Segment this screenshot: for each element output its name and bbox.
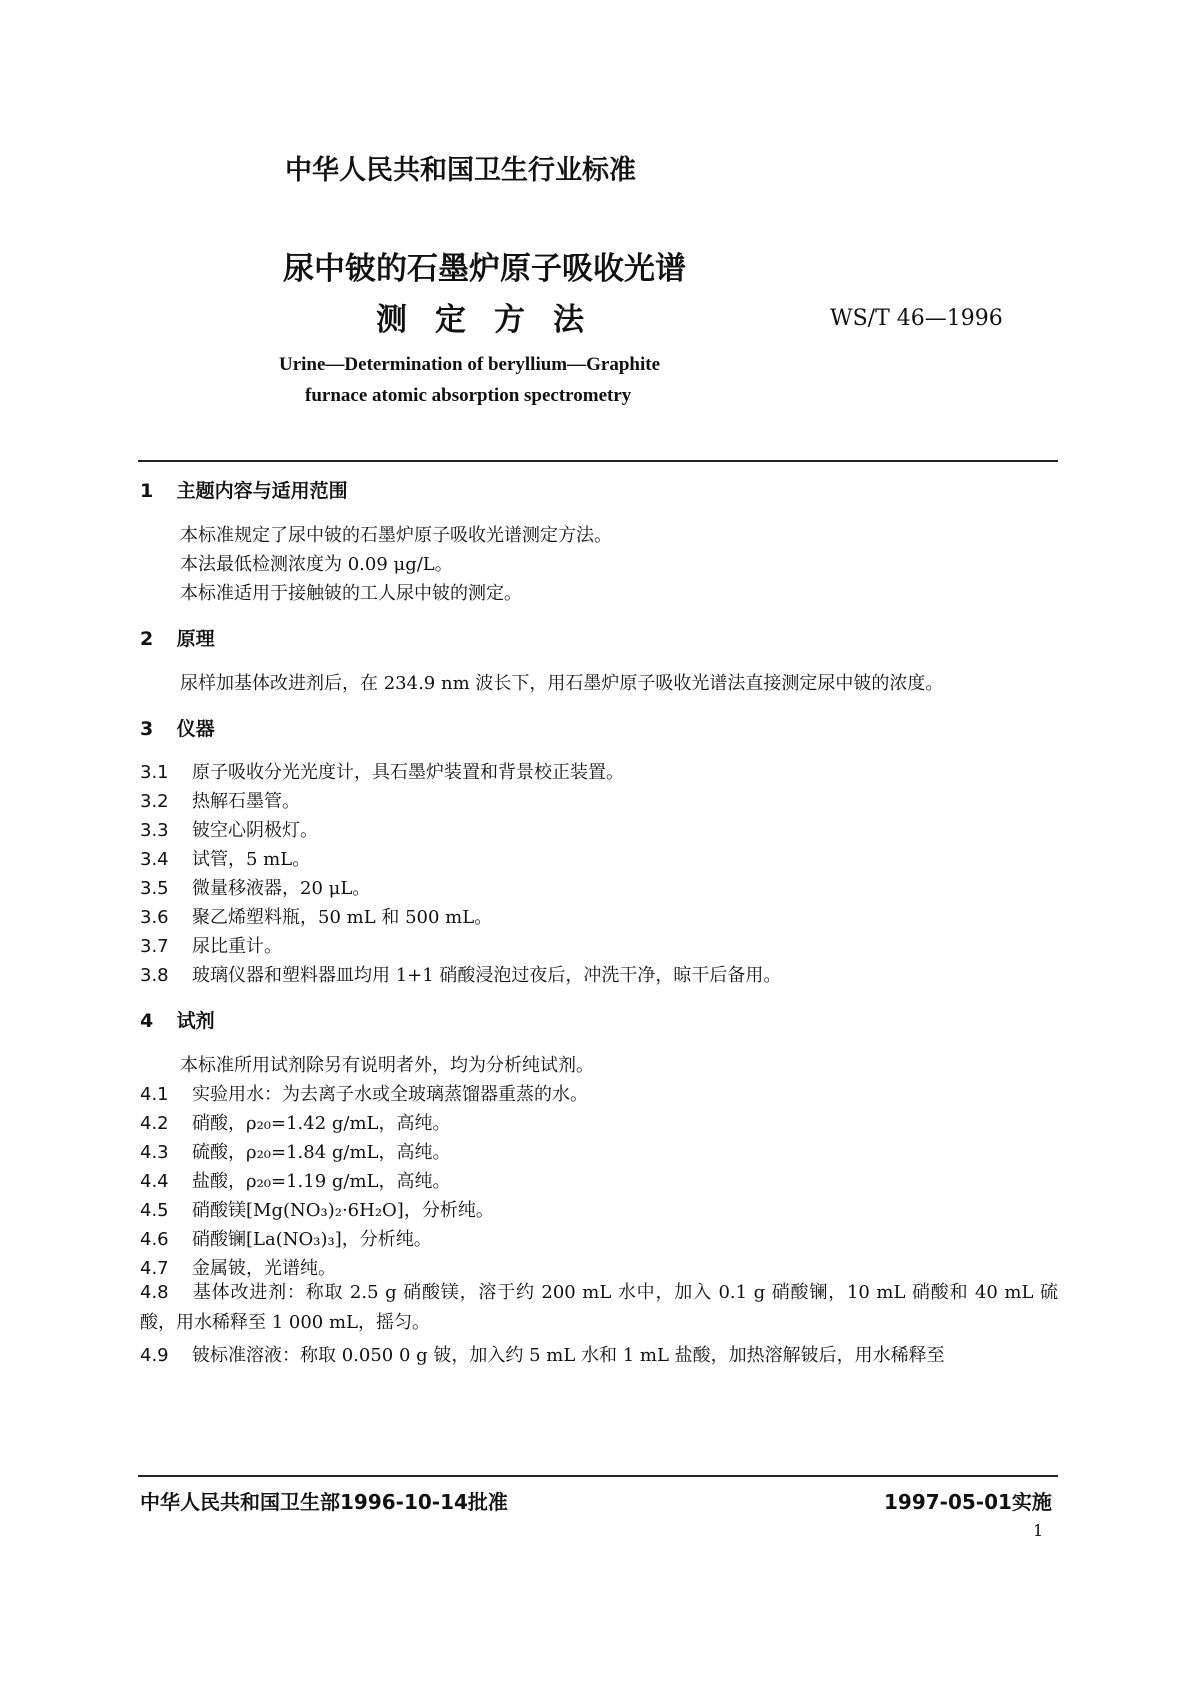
item-text: 铍标准溶液：称取 0.050 0 g 铍，加入约 5 mL 水和 1 mL 盐酸，加热溶解铍后，用水稀释至 <box>192 1345 945 1366</box>
item-number: 3.5 <box>140 878 169 899</box>
item-number: 4.5 <box>140 1200 169 1221</box>
standard-code: WS/T 46—1996 <box>830 306 1003 331</box>
english-title-line2: furnace atomic absorption spectrometry <box>305 385 632 406</box>
item-number: 4.4 <box>140 1171 169 1192</box>
list-item <box>140 1138 451 1164</box>
item-text: 盐酸，ρ₂₀=1.19 g/mL，高纯。 <box>192 1171 451 1192</box>
item-text: 硝酸镁[Mg(NO₃)₂·6H₂O]，分析纯。 <box>192 1200 494 1221</box>
paragraph: 尿样加基体改进剂后，在 234.9 nm 波长下，用石墨炉原子吸收光谱法直接测定尿中铍的浓度。 <box>180 673 944 694</box>
item-number: 4.6 <box>140 1229 169 1250</box>
section-2-heading <box>140 624 215 651</box>
item-number: 4.3 <box>140 1142 169 1163</box>
item-text: 聚乙烯塑料瓶，50 mL 和 500 mL。 <box>192 907 493 928</box>
list-item <box>140 1254 336 1280</box>
section-number: 3 <box>140 718 154 740</box>
item-text: 试管，5 mL。 <box>192 849 311 870</box>
approval-line: 中华人民共和国卫生部1996-10-14批准 <box>140 1490 508 1514</box>
implementation-date: 1997-05-01实施 <box>884 1490 1052 1514</box>
item-number: 3.6 <box>140 907 169 928</box>
section-title: 仪器 <box>176 718 215 740</box>
item-number: 3.2 <box>140 791 169 812</box>
item-text: 硝酸，ρ₂₀=1.42 g/mL，高纯。 <box>192 1113 451 1134</box>
document-title-line1: 尿中铍的石墨炉原子吸收光谱 <box>283 251 686 287</box>
section-3-heading <box>140 714 215 741</box>
list-item <box>140 1167 451 1193</box>
list-item <box>140 1278 1058 1338</box>
item-number: 3.4 <box>140 849 169 870</box>
section-number: 1 <box>140 480 154 502</box>
standard-category-title: 中华人民共和国卫生行业标准 <box>285 155 636 186</box>
item-number: 4.9 <box>140 1345 169 1366</box>
paragraph: 本标准规定了尿中铍的石墨炉原子吸收光谱测定方法。 <box>180 525 612 546</box>
list-item <box>140 1225 432 1251</box>
item-text: 微量移液器，20 μL。 <box>192 878 371 899</box>
item-number: 4.8 <box>140 1282 169 1303</box>
paragraph: 本标准所用试剂除另有说明者外，均为分析纯试剂。 <box>180 1055 594 1076</box>
item-number: 3.3 <box>140 820 169 841</box>
section-number: 4 <box>140 1010 154 1032</box>
item-number: 4.7 <box>140 1258 169 1279</box>
list-item <box>140 903 492 929</box>
item-text: 热解石墨管。 <box>192 791 300 812</box>
bottom-divider <box>138 1475 1058 1477</box>
section-title: 试剂 <box>176 1010 215 1032</box>
list-item <box>140 787 300 813</box>
list-item <box>140 961 781 987</box>
item-text: 铍空心阴极灯。 <box>192 820 318 841</box>
item-text: 原子吸收分光光度计，具石墨炉装置和背景校正装置。 <box>192 762 624 783</box>
section-number: 2 <box>140 628 154 650</box>
list-item <box>140 1080 588 1106</box>
english-title-line1: Urine—Determination of beryllium—Graphite <box>279 354 661 375</box>
list-item <box>140 758 624 784</box>
list-item <box>140 1341 945 1367</box>
item-text: 硫酸，ρ₂₀=1.84 g/mL，高纯。 <box>192 1142 451 1163</box>
document-title-line2: 测定方法 <box>376 302 612 338</box>
list-item <box>140 816 318 842</box>
section-title: 原理 <box>176 628 215 650</box>
item-text: 基体改进剂：称取 2.5 g 硝酸镁，溶于约 200 mL 水中，加入 0.1 g 硝酸镧，10 mL 硝酸和 40 mL 硫酸，用水稀释至 1 000 mL，摇匀。 <box>140 1282 1058 1333</box>
item-text: 尿比重计。 <box>192 936 282 957</box>
item-number: 3.7 <box>140 936 169 957</box>
item-number: 3.1 <box>140 762 169 783</box>
list-item <box>140 932 282 958</box>
section-title: 主题内容与适用范围 <box>176 480 348 502</box>
section-1-heading <box>140 476 348 503</box>
list-item <box>140 1196 494 1222</box>
section-4-heading <box>140 1006 215 1033</box>
top-divider <box>138 460 1058 462</box>
item-number: 4.1 <box>140 1084 169 1105</box>
item-text: 玻璃仪器和塑料器皿均用 1+1 硝酸浸泡过夜后，冲洗干净，晾干后备用。 <box>192 965 782 986</box>
item-number: 3.8 <box>140 965 169 986</box>
item-text: 金属铍，光谱纯。 <box>192 1258 336 1279</box>
paragraph: 本法最低检测浓度为 0.09 μg/L。 <box>180 554 453 575</box>
item-text: 实验用水：为去离子水或全玻璃蒸馏器重蒸的水。 <box>192 1084 588 1105</box>
page-number: 1 <box>1033 1521 1044 1540</box>
list-item <box>140 1109 451 1135</box>
item-text: 硝酸镧[La(NO₃)₃]，分析纯。 <box>192 1229 432 1250</box>
list-item <box>140 874 370 900</box>
item-number: 4.2 <box>140 1113 169 1134</box>
list-item <box>140 845 310 871</box>
paragraph: 本标准适用于接触铍的工人尿中铍的测定。 <box>180 583 522 604</box>
